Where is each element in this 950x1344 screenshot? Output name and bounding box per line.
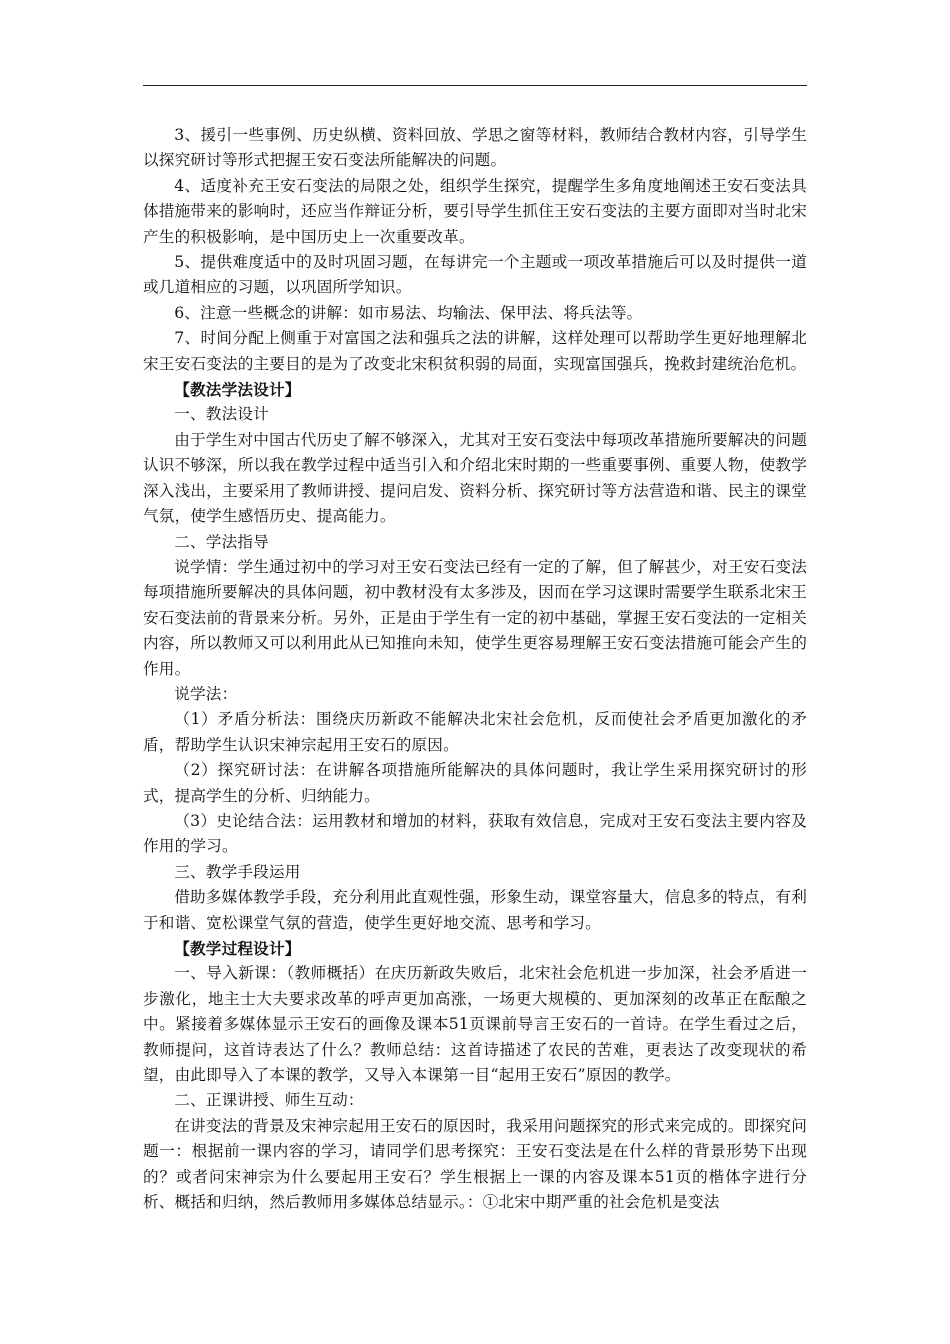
paragraph-item-3: 3、援引一些事例、历史纵横、资料回放、学思之窗等材料，教师结合教材内容，引导学生以探究研讨等形式把握王安石变法所能解决的问题。 — [143, 126, 807, 170]
paragraph-inquiry-discussion: （2）探究研讨法：在讲解各项措施所能解决的具体问题时，我让学生采用探究研讨的形式，提高学生的分析、归纳能力。 — [143, 761, 807, 805]
paragraph-multimedia: 借助多媒体教学手段，充分利用此直观性强，形象生动，课堂容量大，信息多的特点，有利于和谐、宽松课堂气氛的营造，使学生更好地交流、思考和学习。 — [143, 888, 807, 932]
subheading-teaching-tools: 三、教学手段运用 — [174, 862, 301, 881]
paragraph-item-5: 5、提供难度适中的及时巩固习题，在每讲完一个主题或一项改革措施后可以及时提供一道或几道相应的习题，以巩固所学知识。 — [143, 253, 807, 297]
document-body — [143, 123, 807, 1215]
paragraph-introduction: 一、导入新课：（教师概括）在庆历新政失败后，北宋社会危机进一步加深，社会矛盾进一步激化，地主士大夫要求改革的呼声更加高涨，一场更大规模的、更加深刻的改革正在酝酿之中。紧接着多媒体显示王安石的画像及课本51页课前导言王安石的一首诗。在学生看过之后，教师提问，这首诗表达了什么？教师总结：这首诗描述了农民的苦难，更表达了改变现状的希望，由此即导入了本课的教学，又导入本课第一目“起用王安石”原因的教学。 — [143, 964, 807, 1085]
label-learning-method: 说学法： — [174, 684, 238, 703]
subheading-lecture-interaction: 二、正课讲授、师生互动： — [174, 1091, 364, 1110]
paragraph-item-6: 6、注意一些概念的讲解：如市易法、均输法、保甲法、将兵法等。 — [174, 303, 643, 322]
paragraph-item-7: 7、时间分配上侧重于对富国之法和强兵之法的讲解，这样处理可以帮助学生更好地理解北宋王安石变法的主要目的是为了改变北宋积贫积弱的局面，实现富国强兵，挽救封建统治危机。 — [143, 329, 807, 373]
section-heading-method-design: 【教法学法设计】 — [174, 380, 301, 400]
paragraph-contradiction-analysis: （1）矛盾分析法：围绕庆历新政不能解决北宋社会危机，反而使社会矛盾更加激化的矛盾，帮助学生认识宋神宗起用王安石的原因。 — [143, 710, 807, 754]
subheading-learning-guidance: 二、学法指导 — [174, 532, 269, 551]
paragraph-item-4: 4、适度补充王安石变法的局限之处，组织学生探究，提醒学生多角度地阐述王安石变法具体措施带来的影响时，还应当作辩证分析，要引导学生抓住王安石变法的主要方面即对当时北宋产生的积极影响，是中国历史上一次重要改革。 — [143, 176, 807, 246]
header-rule — [143, 85, 807, 86]
paragraph-history-theory: （3）史论结合法：运用教材和增加的材料，获取有效信息，完成对王安石变法主要内容及作用的学习。 — [143, 811, 807, 856]
paragraph-student-situation: 说学情：学生通过初中的学习对王安石变法已经有一定的了解，但了解甚少，对王安石变法每项措施所要解决的具体问题，初中教材没有太多涉及，因而在学习这课时需要学生联系北宋王安石变法前的背景来分析。另外，正是由于学生有一定的初中基础，掌握王安石变法的一定相关内容，所以教师又可以利用此从已知推向未知，使学生更容易理解王安石变法措施可能会产生的作用。 — [143, 557, 807, 678]
paragraph-background-inquiry: 在讲变法的背景及宋神宗起用王安石的原因时，我采用问题探究的形式来完成的。即探究问题一：根据前一课内容的学习，请同学们思考探究：王安石变法是在什么样的背景形势下出现的？或者问宋神宗为什么要起用王安石？学生根据上一课的内容及课本51页的楷体字进行分析、概括和归纳，然后教师用多媒体总结显示。：①北宋中期严重的社会危机是变法 — [143, 1116, 807, 1212]
section-heading-process-design: 【教学过程设计】 — [174, 939, 301, 958]
subheading-teaching-method: 一、教法设计 — [174, 405, 269, 424]
paragraph-teaching-method: 由于学生对中国古代历史了解不够深入，尤其对王安石变法中每项改革措施所要解决的问题认识不够深，所以我在教学过程中适当引入和介绍北宋时期的一些重要事例、重要人物，使教学深入浅出，主要采用了教师讲授、提问启发、资料分析、探究研讨等方法营造和谐、民主的课堂气氛，使学生感悟历史、提高能力。 — [143, 430, 807, 526]
